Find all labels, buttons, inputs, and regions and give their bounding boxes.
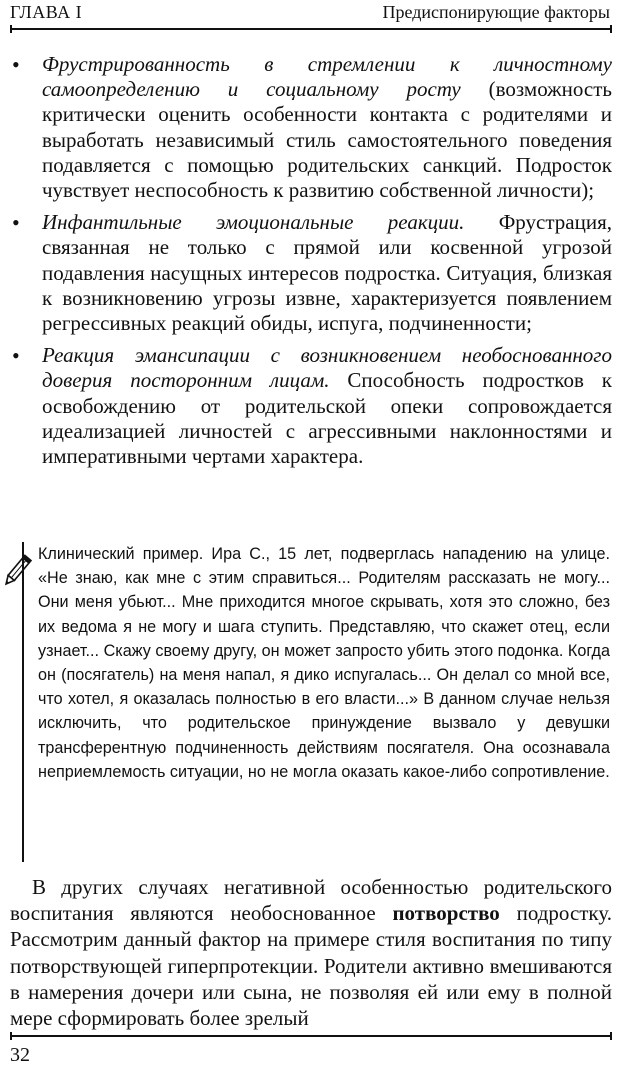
chapter-title: ГЛАВА I — [10, 2, 83, 22]
section-title: Предиспонирующие факторы — [382, 2, 610, 22]
list-item — [10, 210, 612, 336]
bullet-lead: Инфантильные эмоциональные реакции. — [42, 210, 465, 235]
paragraph-text-end: подростку. Рассмотрим данный фактор на примере стиля воспитания по типу потворствующей гиперпротекции. Родители активно вмешиваются в намерения дочери или сына, не позволяя ей или ему в полной мере сформировать более зрелый — [10, 901, 612, 1031]
page-header — [10, 2, 610, 26]
paragraph-emphasis: потворство — [392, 901, 500, 926]
list-item — [10, 52, 612, 203]
bullet-icon: • — [12, 343, 20, 369]
bullet-list — [10, 52, 612, 476]
footer-rule — [10, 1035, 612, 1037]
header-rule — [10, 28, 612, 30]
bullet-icon: • — [12, 52, 20, 77]
bullet-text: Способность подростков к освобождению от родительской опеки сопровождается идеализацией личностей с агрессивными наклонностями и императивными чертами характера. — [42, 368, 612, 469]
clinical-example: Клинический пример. Ира С., 15 лет, подверглась нападению на улице. «Не знаю, как мне с этим справиться... Родителям рассказать не могу... Они меня убьют... Мне приходится многое скрывать, хотя это сложно, без их ведома я не могу и шага ступить. Представляю, что скажет отец, если узнает... Скажу своему другу, он может запросто убить этого подонка. Когда он (посягатель) на меня напал, я дико испугалась... Он делал со мной все, что хотел, я оказалась полностью в его власти...» В данном случае нельзя исключить, что родительское принуждение вызвало у девушки трансферентную подчиненность действиям посягателя. Она осознавала неприемлемость ситуации, но не могла оказать какое-либо сопротивление. — [22, 542, 610, 862]
paragraph-text: В других случаях негативной особенностью родительского воспитания являются необоснованное — [10, 875, 612, 926]
bullet-text: (возможность критически оценить особенности контакта с родителями и выработать независимый стиль самостоятельного поведения подавляется с помощью родительских санкций. Подросток чувствует неспособность к развитию собственной личности); — [42, 77, 613, 203]
body-paragraph — [10, 874, 612, 1031]
bullet-icon: • — [12, 210, 20, 236]
list-item — [10, 343, 612, 469]
bullet-lead: Реакция эмансипации с возникновением необоснованного доверия посторонним лицам. — [42, 343, 612, 393]
bullet-lead: Фрустрированность в стремлении к личностному самоопределению и социальному росту — [42, 52, 612, 102]
page-number: 32 — [10, 1044, 30, 1066]
bullet-text: Фрустрация, связанная не только с прямой или косвенной угрозой подавления насущных интересов подростка. Ситуация, близкая к возникновению угрозы извне, характеризуется появлением регрессивных реакций обиды, испуга, подчиненности; — [42, 210, 612, 336]
